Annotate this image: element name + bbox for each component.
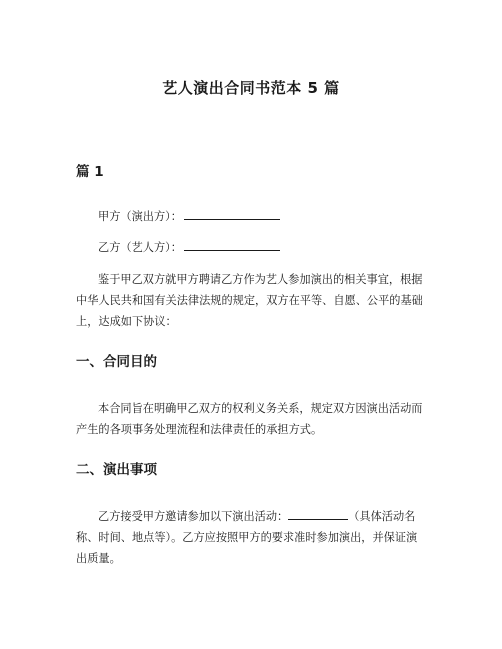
clause-2-heading: 二、演出事项	[76, 462, 157, 478]
activity-blank	[288, 507, 348, 520]
party-b-label: 乙方（艺人方）：	[98, 241, 182, 254]
clause-2-body	[76, 506, 426, 569]
clause-1-heading: 一、合同目的	[76, 354, 157, 370]
party-a-line	[98, 206, 280, 227]
intro-paragraph: 鉴于甲乙双方就甲方聘请乙方作为艺人参加演出的相关事宜，根据中华人民共和国有关法律法规的规定，双方在平等、自愿、公平的基础上，达成如下协议：	[76, 273, 423, 328]
party-a-blank	[184, 207, 280, 220]
party-b-line	[98, 237, 280, 258]
clause-1-body: 本合同旨在明确甲乙双方的权利义务关系，规定双方因演出活动而产生的各项事务处理流程和法律责任的承担方式。	[76, 402, 423, 436]
section-heading-1: 篇 1	[76, 164, 104, 180]
party-a-label: 甲方（演出方）：	[98, 210, 182, 223]
document-title: 艺人演出合同书范本 5 篇	[162, 79, 340, 97]
clause-2-text-before: 乙方接受甲方邀请参加以下演出活动：	[98, 510, 289, 523]
party-b-blank	[184, 238, 280, 251]
clause-2-text-after: （具体活动名称、时间、地点等）。乙方应按照甲方的要求准时参加演出，并保证演出质量。	[76, 510, 418, 565]
